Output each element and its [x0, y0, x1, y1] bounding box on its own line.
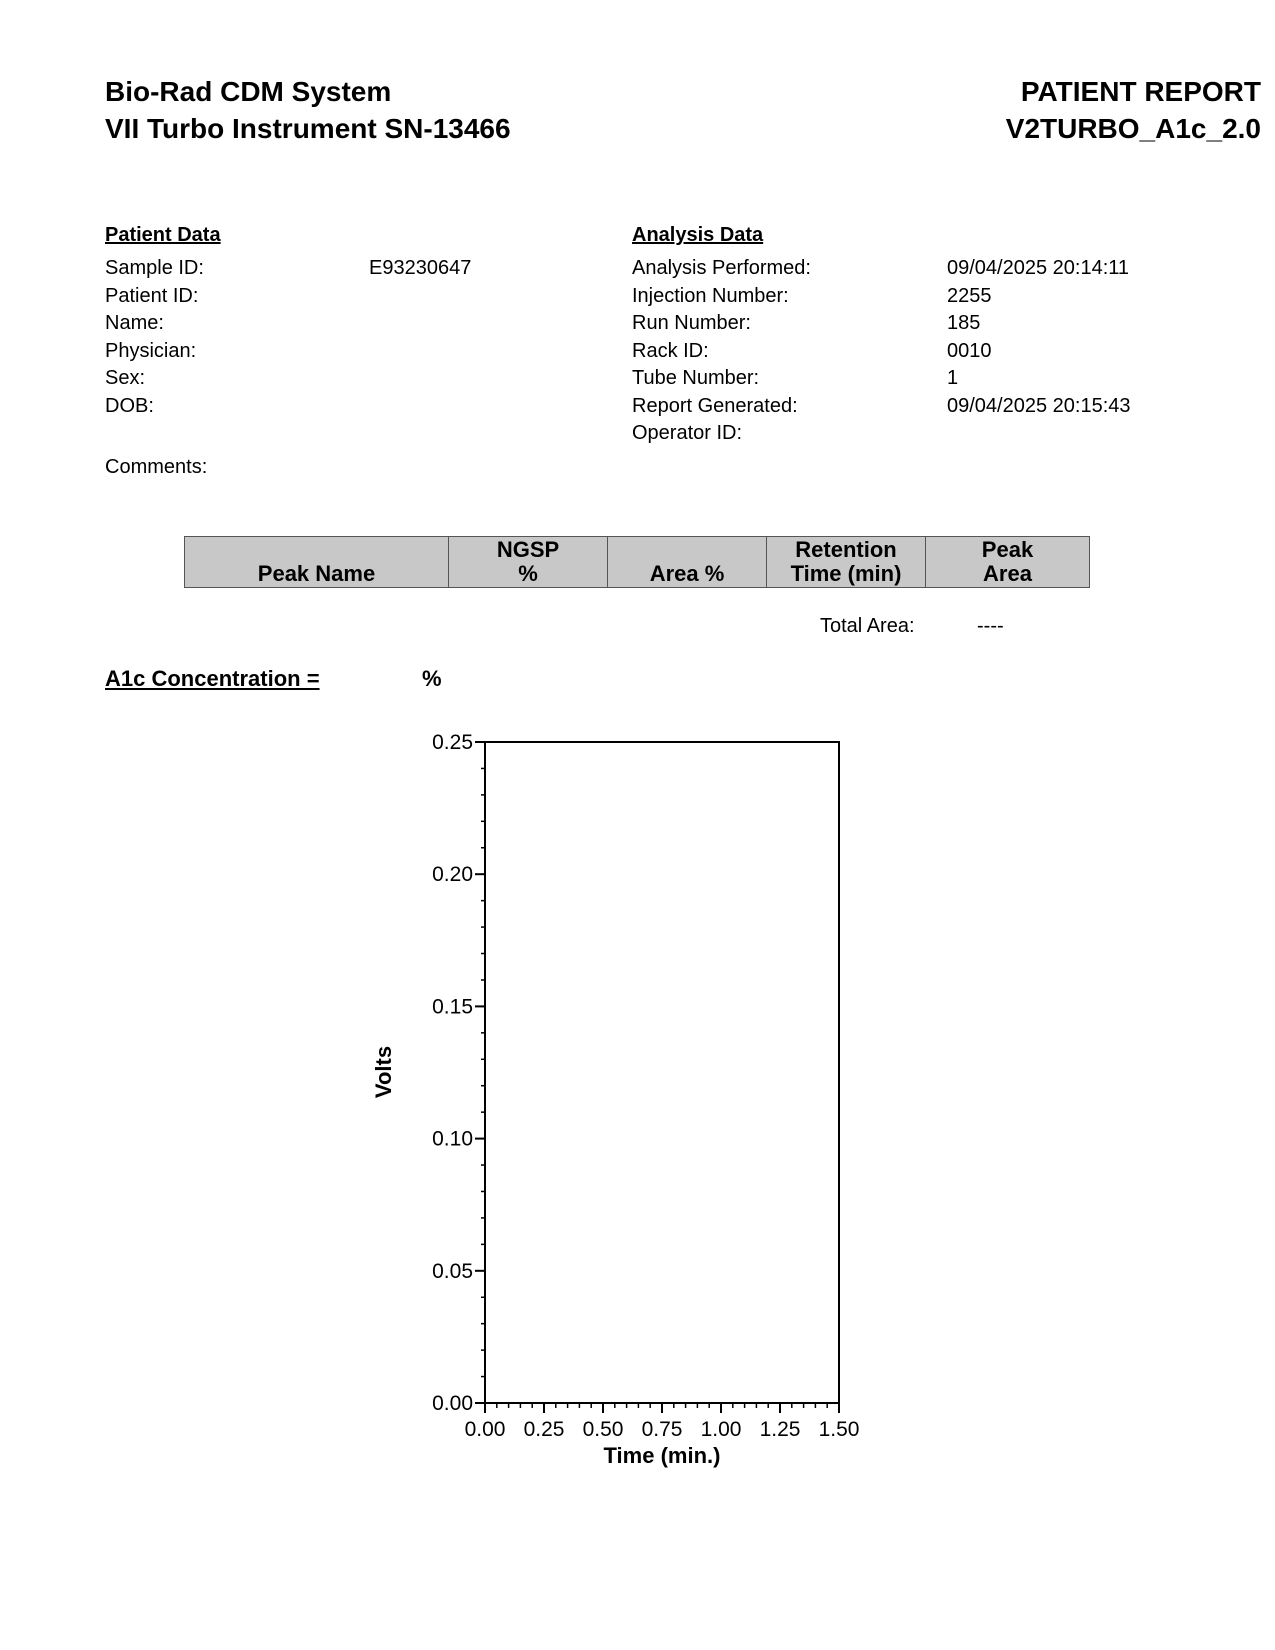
sample-id-label: Sample ID:: [105, 257, 204, 279]
col-retention-line2: Time (min): [790, 560, 902, 586]
col-ngsp-line1: NGSP: [496, 536, 560, 562]
name-label: Name:: [105, 312, 164, 334]
a1c-unit: %: [422, 666, 442, 691]
method-name: V2TURBO_A1c_2.0: [1005, 113, 1261, 144]
analysis-performed-value: 09/04/2025 20:14:11: [947, 257, 1130, 279]
instrument-title: VII Turbo Instrument SN-13466: [105, 113, 511, 144]
comments-label: Comments:: [105, 456, 208, 478]
rack-id-label: Rack ID:: [632, 339, 709, 362]
patient-id-label: Patient ID:: [105, 284, 199, 307]
col-ngsp-line2: %: [518, 560, 538, 586]
physician-label: Physician:: [105, 339, 197, 362]
x-axis-label: Time (min.): [603, 1443, 721, 1468]
y-tick-label: 0.20: [432, 863, 473, 887]
x-tick-label: 1.00: [700, 1418, 742, 1441]
x-tick-label: 0.75: [641, 1418, 683, 1441]
y-tick-label: 0.15: [432, 995, 473, 1019]
x-tick-label: 1.25: [759, 1418, 801, 1441]
col-peak-area-line2: Area: [983, 560, 1032, 586]
col-peak-area-line1: Peak: [981, 536, 1034, 562]
x-tick-label: 0.50: [582, 1418, 624, 1441]
y-axis: [432, 731, 485, 1415]
y-tick-label: 0.10: [432, 1127, 473, 1151]
report-generated-value: 09/04/2025 20:15:43: [947, 394, 1131, 417]
analysis-performed-label: Analysis Performed:: [632, 257, 811, 279]
run-number-label: Run Number:: [632, 312, 751, 334]
system-title: Bio-Rad CDM System: [105, 76, 392, 107]
x-axis: [465, 1403, 860, 1441]
plot-frame: [485, 742, 839, 1403]
dob-label: DOB:: [105, 394, 154, 417]
y-tick-label: 0.00: [432, 1392, 473, 1415]
total-area-label: Total Area:: [820, 615, 915, 637]
analysis-data-title: Analysis Data: [632, 224, 764, 246]
tube-number-label: Tube Number:: [632, 367, 760, 389]
x-tick-label: 0.00: [464, 1418, 506, 1441]
report-generated-label: Report Generated:: [632, 394, 798, 417]
sample-id-value: E93230647: [369, 257, 472, 279]
injection-number-value: 2255: [947, 284, 992, 307]
y-tick-label: 0.25: [432, 731, 473, 754]
x-tick-label: 0.25: [523, 1418, 565, 1441]
operator-id-label: Operator ID:: [632, 422, 743, 444]
rack-id-value: 0010: [947, 339, 992, 362]
report-title: PATIENT REPORT: [1020, 76, 1261, 107]
tube-number-value: 1: [947, 367, 959, 389]
run-number-value: 185: [947, 312, 981, 334]
a1c-concentration-label: A1c Concentration =: [105, 666, 320, 691]
col-area-percent-text: Area %: [649, 561, 725, 586]
y-axis-label: Volts: [371, 1045, 396, 1099]
x-tick-label: 1.50: [818, 1418, 860, 1441]
total-area-value: ----: [977, 615, 1004, 637]
patient-data-title: Patient Data: [105, 224, 221, 246]
col-retention-line1: Retention: [795, 536, 897, 562]
sex-label: Sex:: [105, 367, 146, 389]
y-tick-label: 0.05: [432, 1259, 473, 1283]
col-peak-name-text: Peak Name: [257, 561, 376, 586]
injection-number-label: Injection Number:: [632, 284, 789, 307]
